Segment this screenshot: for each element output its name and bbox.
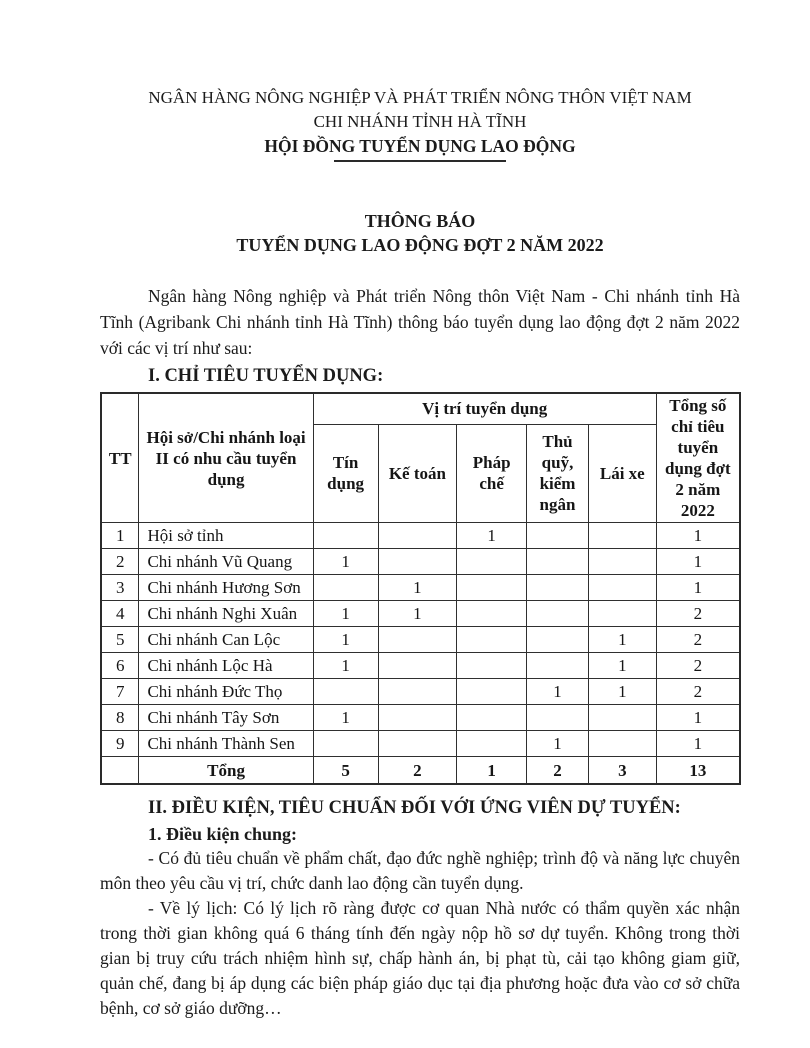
table-row xyxy=(101,679,740,705)
position-count-cell xyxy=(457,653,527,679)
position-count-cell: 1 xyxy=(378,601,457,627)
unit-name-cell: Chi nhánh Nghi Xuân xyxy=(139,601,313,627)
table-row xyxy=(101,705,740,731)
subsection-1-heading: 1. Điều kiện chung: xyxy=(148,824,298,844)
position-count-cell xyxy=(378,627,457,653)
unit-name-cell: Chi nhánh Vũ Quang xyxy=(139,549,313,575)
total-row-empty-cell xyxy=(101,757,139,785)
position-count-cell xyxy=(527,549,589,575)
position-count-cell: 1 xyxy=(313,549,378,575)
position-count-cell: 1 xyxy=(313,627,378,653)
col-header-positions-group: Vị trí tuyển dụng xyxy=(313,393,656,424)
position-count-cell xyxy=(527,705,589,731)
unit-name-cell: Chi nhánh Tây Sơn xyxy=(139,705,313,731)
row-index-cell: 3 xyxy=(101,575,139,601)
row-index-cell: 2 xyxy=(101,549,139,575)
row-total-cell: 1 xyxy=(656,575,740,601)
row-index-cell: 1 xyxy=(101,523,139,549)
table-row xyxy=(101,575,740,601)
col-header-position: Lái xe xyxy=(588,424,656,522)
position-count-cell xyxy=(378,523,457,549)
col-header-position: Pháp chế xyxy=(457,424,527,522)
position-count-cell xyxy=(527,575,589,601)
position-count-cell: 1 xyxy=(313,653,378,679)
position-count-cell: 1 xyxy=(313,705,378,731)
row-total-cell: 1 xyxy=(656,549,740,575)
unit-name-cell: Chi nhánh Can Lộc xyxy=(139,627,313,653)
position-count-cell xyxy=(588,523,656,549)
row-index-cell: 9 xyxy=(101,731,139,757)
intro-paragraph: Ngân hàng Nông nghiệp và Phát triển Nông thôn Việt Nam - Chi nhánh tỉnh Hà Tĩnh (Agribank Chi nhánh tỉnh Hà Tĩnh) thông báo tuyển dụng lao động đợt 2 năm 2022 với các vị trí như sau: xyxy=(100,286,740,358)
position-count-cell: 1 xyxy=(588,653,656,679)
position-count-cell xyxy=(313,575,378,601)
table-row xyxy=(101,549,740,575)
position-count-cell xyxy=(457,575,527,601)
row-total-cell: 1 xyxy=(656,731,740,757)
table-row xyxy=(101,731,740,757)
position-count-cell: 1 xyxy=(313,601,378,627)
col-header-unit: Hội sở/Chi nhánh loại II có nhu cầu tuyển dụng xyxy=(139,393,313,523)
total-count-cell: 1 xyxy=(457,757,527,785)
branch-name-line: CHI NHÁNH TỈNH HÀ TĨNH xyxy=(313,112,527,131)
position-count-cell xyxy=(457,601,527,627)
document-title xyxy=(100,209,740,257)
position-count-cell xyxy=(378,705,457,731)
position-count-cell xyxy=(457,679,527,705)
unit-name-cell: Chi nhánh Lộc Hà xyxy=(139,653,313,679)
position-count-cell xyxy=(527,523,589,549)
position-count-cell xyxy=(588,601,656,627)
table-header xyxy=(101,393,740,523)
grand-total-cell: 13 xyxy=(656,757,740,785)
position-count-cell xyxy=(457,627,527,653)
position-count-cell xyxy=(527,653,589,679)
row-total-cell: 2 xyxy=(656,653,740,679)
unit-name-cell: Chi nhánh Hương Sơn xyxy=(139,575,313,601)
unit-name-cell: Chi nhánh Đức Thọ xyxy=(139,679,313,705)
row-total-cell: 2 xyxy=(656,627,740,653)
position-count-cell xyxy=(588,549,656,575)
position-count-cell: 1 xyxy=(527,679,589,705)
col-header-total: Tổng số chỉ tiêu tuyển dụng đợt 2 năm 2022 xyxy=(656,393,740,523)
position-count-cell: 1 xyxy=(527,731,589,757)
row-total-cell: 2 xyxy=(656,601,740,627)
col-header-position: Thủ quỹ, kiểm ngân xyxy=(527,424,589,522)
position-count-cell: 1 xyxy=(457,523,527,549)
unit-name-cell: Chi nhánh Thành Sen xyxy=(139,731,313,757)
position-count-cell xyxy=(588,705,656,731)
row-index-cell: 5 xyxy=(101,627,139,653)
position-count-cell xyxy=(378,679,457,705)
position-count-cell xyxy=(313,731,378,757)
org-name-line: NGÂN HÀNG NÔNG NGHIỆP VÀ PHÁT TRIỂN NÔNG THÔN VIỆT NAM xyxy=(148,88,692,107)
row-total-cell: 2 xyxy=(656,679,740,705)
council-name-line: HỘI ĐỒNG TUYỂN DỤNG LAO ĐỘNG xyxy=(264,136,576,156)
row-index-cell: 8 xyxy=(101,705,139,731)
condition-paragraph-2: - Về lý lịch: Có lý lịch rõ ràng được cơ quan Nhà nước có thẩm quyền xác nhận trong thời gian không quá 6 tháng tính đến ngày nộp hồ sơ dự tuyển. Không trong thời gian bị truy cứu trách nhiệm hình sự, chấp hành án, bị phạt tù, cải tạo không giam giữ, quản chế, đang bị áp dụng các biện pháp giáo dục tại địa phương hoặc đưa vào cơ sở chữa bệnh, cơ sở giáo dưỡng… xyxy=(100,898,740,1018)
title-line-2: TUYỂN DỤNG LAO ĐỘNG ĐỢT 2 NĂM 2022 xyxy=(236,235,604,255)
position-count-cell: 1 xyxy=(588,679,656,705)
row-index-cell: 4 xyxy=(101,601,139,627)
document-header xyxy=(100,86,740,162)
position-count-cell xyxy=(457,731,527,757)
position-count-cell xyxy=(457,705,527,731)
position-count-cell xyxy=(378,549,457,575)
position-count-cell xyxy=(313,679,378,705)
total-count-cell: 2 xyxy=(378,757,457,785)
recruitment-quota-table xyxy=(100,392,741,785)
position-count-cell xyxy=(588,731,656,757)
position-count-cell xyxy=(378,653,457,679)
table-row xyxy=(101,523,740,549)
row-total-cell: 1 xyxy=(656,523,740,549)
col-header-position: Kế toán xyxy=(378,424,457,522)
total-row-label: Tổng xyxy=(139,757,313,785)
table-row xyxy=(101,653,740,679)
total-count-cell: 2 xyxy=(527,757,589,785)
table-row xyxy=(101,601,740,627)
position-count-cell xyxy=(457,549,527,575)
unit-name-cell: Hội sở tỉnh xyxy=(139,523,313,549)
total-count-cell: 3 xyxy=(588,757,656,785)
position-count-cell xyxy=(588,575,656,601)
col-header-position: Tín dụng xyxy=(313,424,378,522)
position-count-cell xyxy=(378,731,457,757)
table-row xyxy=(101,627,740,653)
col-header-tt: TT xyxy=(101,393,139,523)
row-total-cell: 1 xyxy=(656,705,740,731)
position-count-cell: 1 xyxy=(378,575,457,601)
section-1-heading: I. CHỈ TIÊU TUYỂN DỤNG: xyxy=(148,366,384,386)
table-body xyxy=(101,523,740,757)
position-count-cell xyxy=(527,627,589,653)
row-index-cell: 7 xyxy=(101,679,139,705)
section-2-heading: II. ĐIỀU KIỆN, TIÊU CHUẨN ĐỐI VỚI ỨNG VIÊN DỰ TUYỂN: xyxy=(148,798,681,818)
condition-paragraph-1: - Có đủ tiêu chuẩn về phẩm chất, đạo đức nghề nghiệp; trình độ và năng lực chuyên môn theo yêu cầu vị trí, chức danh lao động cần tuyển dụng. xyxy=(100,848,740,893)
position-count-cell: 1 xyxy=(588,627,656,653)
title-line-1: THÔNG BÁO xyxy=(364,211,476,231)
position-count-cell xyxy=(527,601,589,627)
total-count-cell: 5 xyxy=(313,757,378,785)
header-divider xyxy=(334,160,506,162)
row-index-cell: 6 xyxy=(101,653,139,679)
position-count-cell xyxy=(313,523,378,549)
table-total-row xyxy=(101,757,740,785)
